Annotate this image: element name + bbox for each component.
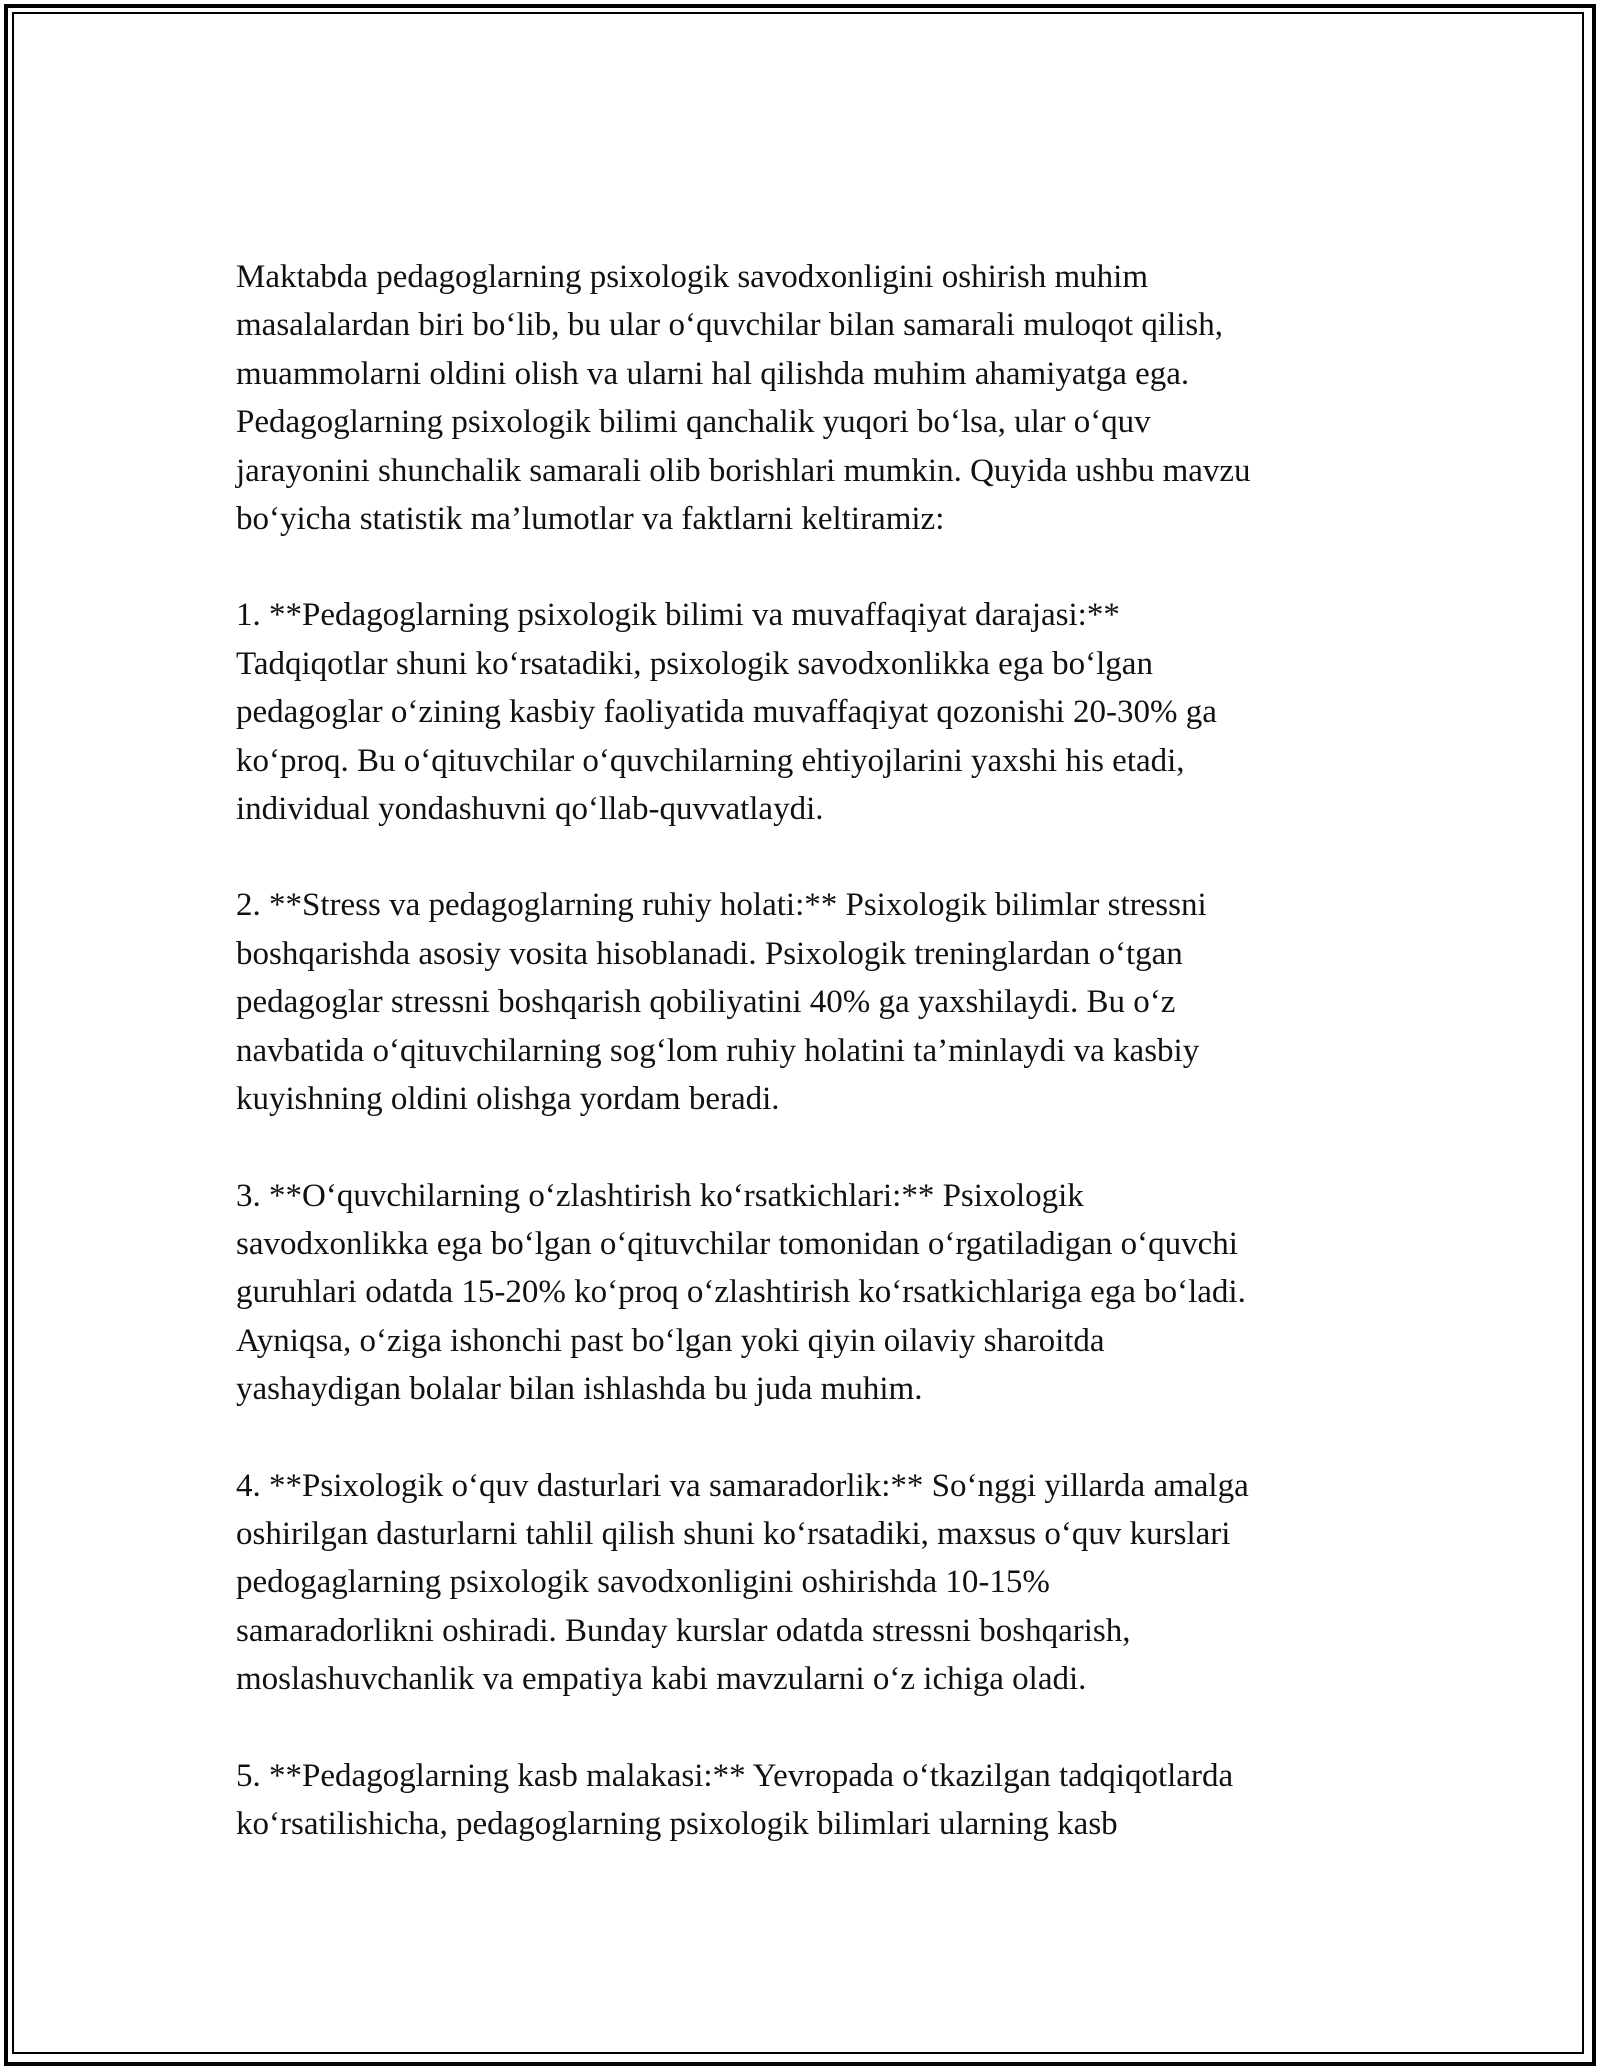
document-body [236, 253, 1376, 1848]
point-5-paragraph: 5. **Pedagoglarning kasb malakasi:** Yevropada o‘tkazilgan tadqiqotlarda ko‘rsatilishicha, pedagoglarning psixologik bilimlari ularning kasb [236, 1757, 1234, 1842]
point-1-paragraph: 1. **Pedagoglarning psixologik bilimi va muvaffaqiyat darajasi:** Tadqiqotlar shuni ko‘rsatadiki, psixologik savodxonlikka ega bo‘lgan pedagoglar o‘zining kasbiy faoliyatida muvaffaqiyat qozonishi 20-30% ga ko‘proq. Bu o‘qituvchilar o‘quvchilarning ehtiyojlarini yaxshi his etadi, individual yondashuvni qo‘llab-quvvatlaydi. [236, 597, 1217, 828]
intro-paragraph: Maktabda pedagoglarning psixologik savodxonligini oshirish muhim masalalardan biri bo‘lib, bu ular o‘quvchilar bilan samarali muloqot qilish, muammolarni oldini olish va ularni hal qilishda muhim ahamiyatga ega. Pedagoglarning psixologik bilimi qanchalik yuqori bo‘lsa, ular o‘quv jarayonini shunchalik samarali olib borishlari mumkin. Quyida ushbu mavzu bo‘yicha statistik ma’lumotlar va faktlarni keltiramiz: [236, 259, 1251, 538]
point-3-paragraph: 3. **O‘quvchilarning o‘zlashtirish ko‘rsatkichlari:** Psixologik savodxonlikka ega bo‘lgan o‘qituvchilar tomonidan o‘rgatiladigan o‘quvchi guruhlari odatda 15-20% ko‘proq o‘zlashtirish ko‘rsatkichlariga ega bo‘ladi. Ayniqsa, o‘ziga ishonchi past bo‘lgan yoki qiyin oilaviy sharoitda yashaydigan bolalar bilan ishlashda bu juda muhim. [236, 1177, 1246, 1408]
point-2-paragraph: 2. **Stress va pedagoglarning ruhiy holati:** Psixologik bilimlar stressni boshqarishda asosiy vosita hisoblanadi. Psixologik treninglardan o‘tgan pedagoglar stressni boshqarish qobiliyatini 40% ga yaxshilaydi. Bu o‘z navbatida o‘qituvchilarning sog‘lom ruhiy holatini ta’minlaydi va kasbiy kuyishning oldini olishga yordam beradi. [236, 887, 1207, 1118]
point-4-paragraph: 4. **Psixologik o‘quv dasturlari va samaradorlik:** So‘nggi yillarda amalga oshirilgan dasturlarni tahlil qilish shuni ko‘rsatadiki, maxsus o‘quv kurslari pedogaglarning psixologik savodxonligini oshirishda 10-15% samaradorlikni oshiradi. Bunday kurslar odatda stressni boshqarish, moslashuvchanlik va empatiya kabi mavzularni o‘z ichiga oladi. [236, 1467, 1249, 1698]
